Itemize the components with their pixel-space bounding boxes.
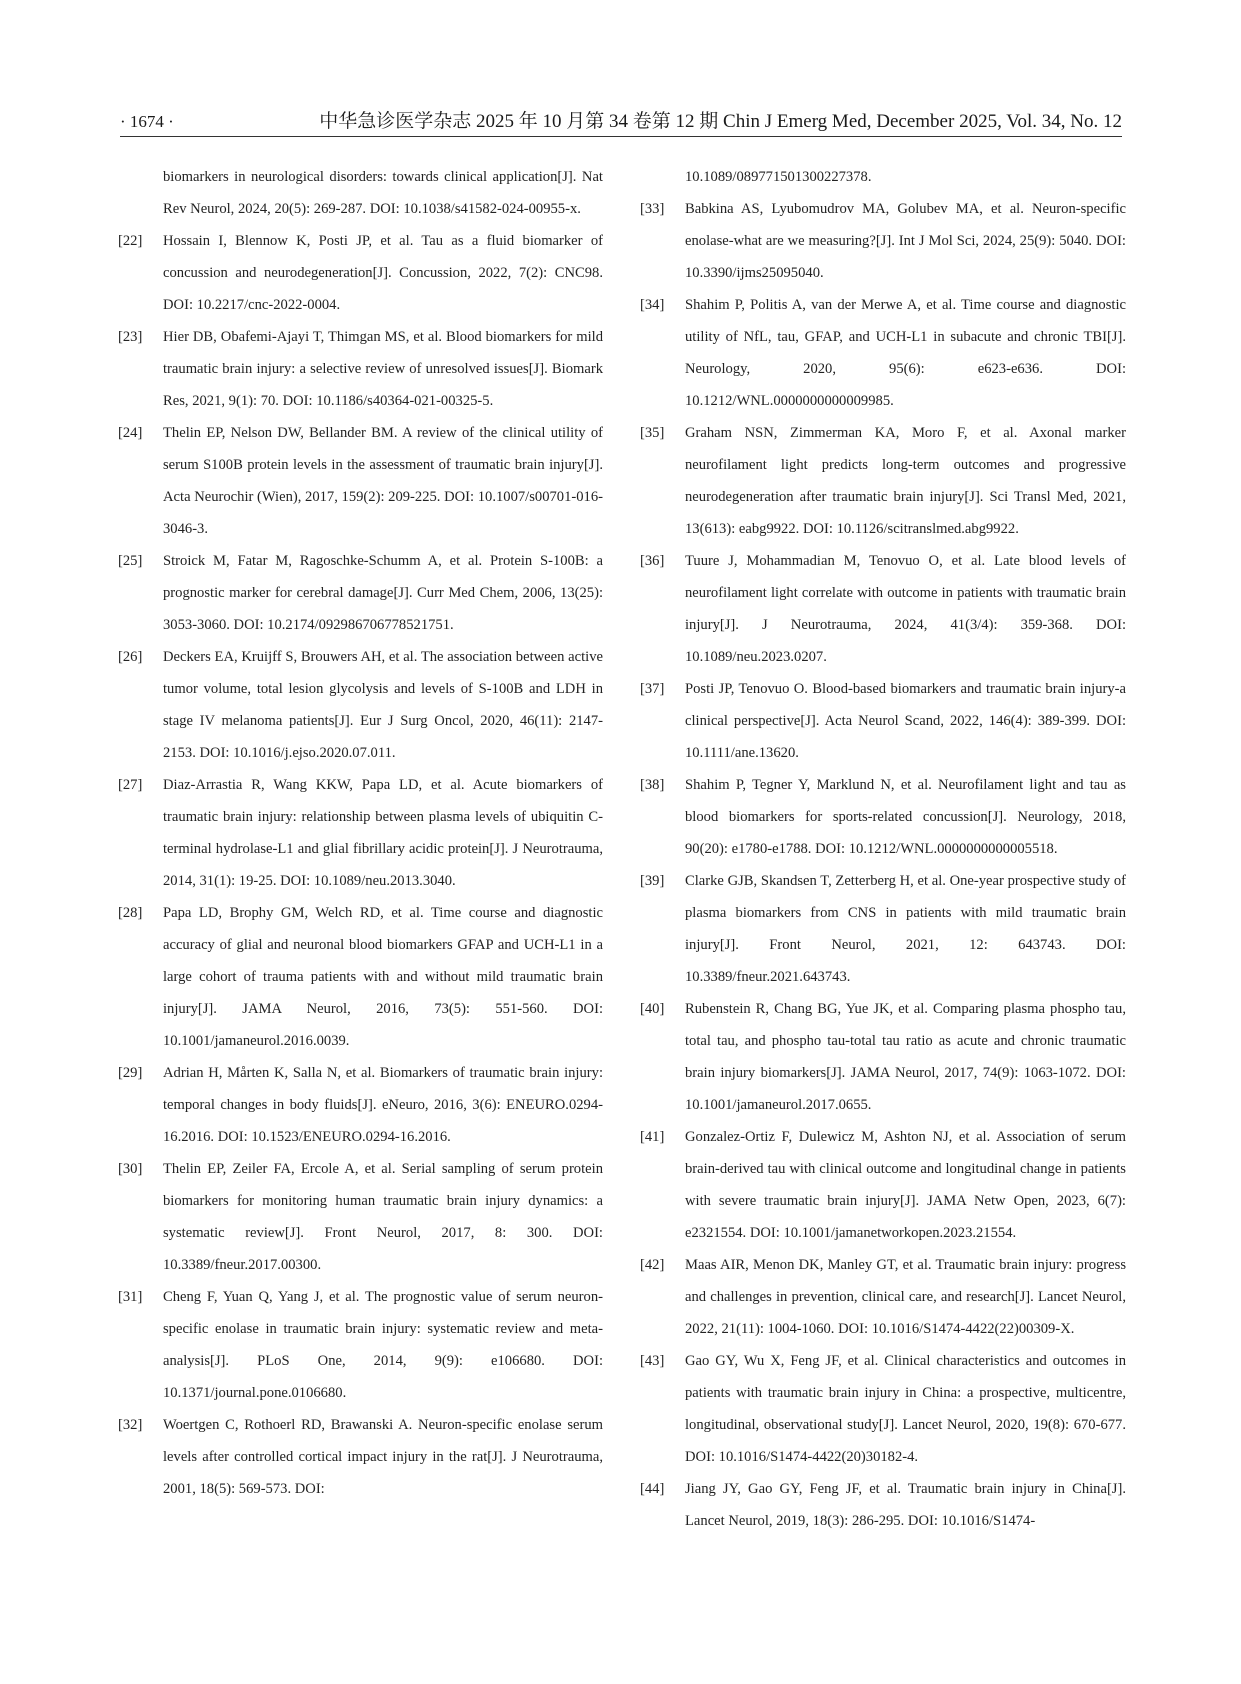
reference-item [118,1153,603,1281]
reference-item [640,417,1126,545]
reference-number: [28] [118,905,143,921]
reference-item [640,1473,1126,1537]
journal-citation: 中华急诊医学杂志 2025 年 10 月第 34 卷第 12 期 Chin J Emerg Med, December 2025, Vol. 34, No. 12 [319,111,1122,132]
reference-number: [29] [118,1065,143,1081]
page-number: · 1674 · [120,112,174,131]
reference-text: Cheng F, Yuan Q, Yang J, et al. The prognostic value of serum neuron-specific enolase in traumatic brain injury: systematic review and meta-analysis[J]. PLoS One, 2014, 9(9): e106680. DOI: 10.1371/journal.pone.0106680. [163,1289,603,1401]
reference-text: Diaz-Arrastia R, Wang KKW, Papa LD, et al. Acute biomarkers of traumatic brain injury: relationship between plasma levels of ubiquitin C-terminal hydrolase-L1 and glial fibrillary acidic protein[J]. J Neurotrauma, 2014, 31(1): 19-25. DOI: 10.1089/neu.2013.3040. [163,777,603,889]
reference-text: Shahim P, Tegner Y, Marklund N, et al. Neurofilament light and tau as blood biomarkers for sports-related concussion[J]. Neurology, 2018, 90(20): e1780-e1788. DOI: 10.1212/WNL.0000000000005518. [685,777,1126,857]
reference-number: [33] [640,201,665,217]
reference-item [640,193,1126,289]
reference-number: [30] [118,1161,143,1177]
reference-item [640,769,1126,865]
reference-item [640,865,1126,993]
reference-text: Posti JP, Tenovuo O. Blood-based biomarkers and traumatic brain injury-a clinical perspective[J]. Acta Neurol Scand, 2022, 146(4): 389-399. DOI: 10.1111/ane.13620. [685,681,1126,761]
reference-text: Gao GY, Wu X, Feng JF, et al. Clinical characteristics and outcomes in patients with traumatic brain injury in China: a prospective, multicentre, longitudinal, observational study[J]. Lancet Neurol, 2020, 19(8): 670-677. DOI: 10.1016/S1474-4422(20)30182-4. [685,1353,1126,1465]
reference-item [118,769,603,897]
reference-number: [34] [640,297,665,313]
reference-text: Graham NSN, Zimmerman KA, Moro F, et al. Axonal marker neurofilament light predicts long-term outcomes and progressive neurodegeneration after traumatic brain injury[J]. Sci Transl Med, 2021, 13(613): eabg9922. DOI: 10.1126/scitranslmed.abg9922. [685,425,1126,537]
reference-item [640,161,1126,193]
reference-text: Maas AIR, Menon DK, Manley GT, et al. Traumatic brain injury: progress and challenges in prevention, clinical care, and research[J]. Lancet Neurol, 2022, 21(11): 1004-1060. DOI: 10.1016/S1474-4422(22)00309-X. [685,1257,1126,1337]
reference-column-right [640,161,1126,1537]
reference-text: Rubenstein R, Chang BG, Yue JK, et al. Comparing plasma phospho tau, total tau, and phospho tau-total tau ratio as acute and chronic traumatic brain injury biomarkers[J]. JAMA Neurol, 2017, 74(9): 1063-1072. DOI: 10.1001/jamaneurol.2017.0655. [685,1001,1126,1113]
reference-item [118,225,603,321]
reference-text: Babkina AS, Lyubomudrov MA, Golubev MA, et al. Neuron-specific enolase-what are we measuring?[J]. Int J Mol Sci, 2024, 25(9): 5040. DOI: 10.3390/ijms25095040. [685,201,1126,281]
reference-text: Stroick M, Fatar M, Ragoschke-Schumm A, et al. Protein S-100B: a prognostic marker for cerebral damage[J]. Curr Med Chem, 2006, 13(25): 3053-3060. DOI: 10.2174/092986706778521751. [163,553,603,633]
reference-number: [36] [640,553,665,569]
reference-number: [41] [640,1129,665,1145]
reference-item [118,1057,603,1153]
reference-text: Jiang JY, Gao GY, Feng JF, et al. Traumatic brain injury in China[J]. Lancet Neurol, 2019, 18(3): 286-295. DOI: 10.1016/S1474- [685,1481,1126,1529]
reference-item [118,321,603,417]
reference-text: Thelin EP, Zeiler FA, Ercole A, et al. Serial sampling of serum protein biomarkers for monitoring human traumatic brain injury dynamics: a systematic review[J]. Front Neurol, 2017, 8: 300. DOI: 10.3389/fneur.2017.00300. [163,1161,603,1273]
reference-number: [44] [640,1481,665,1497]
reference-number: [26] [118,649,143,665]
running-header [120,110,1122,137]
reference-number: [42] [640,1257,665,1273]
reference-number: [23] [118,329,143,345]
reference-text: Shahim P, Politis A, van der Merwe A, et al. Time course and diagnostic utility of NfL, tau, GFAP, and UCH-L1 in subacute and chronic TBI[J]. Neurology, 2020, 95(6): e623-e636. DOI: 10.1212/WNL.0000000000009985. [685,297,1126,409]
reference-number: [38] [640,777,665,793]
reference-number: [35] [640,425,665,441]
reference-text: biomarkers in neurological disorders: towards clinical application[J]. Nat Rev Neurol, 2024, 20(5): 269-287. DOI: 10.1038/s41582-024-00955-x. [163,169,603,217]
reference-text: Tuure J, Mohammadian M, Tenovuo O, et al. Late blood levels of neurofilament light correlate with outcome in patients with traumatic brain injury[J]. J Neurotrauma, 2024, 41(3/4): 359-368. DOI: 10.1089/neu.2023.0207. [685,553,1126,665]
reference-text: Hossain I, Blennow K, Posti JP, et al. Tau as a fluid biomarker of concussion and neurodegeneration[J]. Concussion, 2022, 7(2): CNC98. DOI: 10.2217/cnc-2022-0004. [163,233,603,313]
reference-number: [40] [640,1001,665,1017]
reference-item [118,545,603,641]
reference-text: Thelin EP, Nelson DW, Bellander BM. A review of the clinical utility of serum S100B protein levels in the assessment of traumatic brain injury[J]. Acta Neurochir (Wien), 2017, 159(2): 209-225. DOI: 10.1007/s00701-016-3046-3. [163,425,603,537]
reference-text: Hier DB, Obafemi-Ajayi T, Thimgan MS, et al. Blood biomarkers for mild traumatic brain injury: a selective review of unresolved issues[J]. Biomark Res, 2021, 9(1): 70. DOI: 10.1186/s40364-021-00325-5. [163,329,603,409]
reference-number: [25] [118,553,143,569]
reference-text: Clarke GJB, Skandsen T, Zetterberg H, et al. One-year prospective study of plasma biomarkers from CNS in patients with mild traumatic brain injury[J]. Front Neurol, 2021, 12: 643743. DOI: 10.3389/fneur.2021.643743. [685,873,1126,985]
reference-item [640,1249,1126,1345]
reference-number: [31] [118,1289,143,1305]
reference-item [640,1345,1126,1473]
reference-item [640,673,1126,769]
reference-text: Deckers EA, Kruijff S, Brouwers AH, et al. The association between active tumor volume, total lesion glycolysis and levels of S-100B and LDH in stage IV melanoma patients[J]. Eur J Surg Oncol, 2020, 46(11): 2147-2153. DOI: 10.1016/j.ejso.2020.07.011. [163,649,603,761]
reference-item [640,289,1126,417]
reference-text: Gonzalez-Ortiz F, Dulewicz M, Ashton NJ, et al. Association of serum brain-derived tau with clinical outcome and longitudinal change in patients with severe traumatic brain injury[J]. JAMA Netw Open, 2023, 6(7): e2321554. DOI: 10.1001/jamanetworkopen.2023.21554. [685,1129,1126,1241]
reference-number: [22] [118,233,143,249]
reference-item [118,641,603,769]
reference-number: [39] [640,873,665,889]
reference-number: [27] [118,777,143,793]
reference-number: [32] [118,1417,143,1433]
reference-number: [24] [118,425,143,441]
reference-number: [37] [640,681,665,697]
reference-item [118,417,603,545]
reference-number: [43] [640,1353,665,1369]
reference-item [118,897,603,1057]
reference-item [118,1281,603,1409]
reference-text: Woertgen C, Rothoerl RD, Brawanski A. Neuron-specific enolase serum levels after controlled cortical impact injury in the rat[J]. J Neurotrauma, 2001, 18(5): 569-573. DOI: [163,1417,603,1497]
reference-text: Adrian H, Mårten K, Salla N, et al. Biomarkers of traumatic brain injury: temporal changes in body fluids[J]. eNeuro, 2016, 3(6): ENEURO.0294-16.2016. DOI: 10.1523/ENEURO.0294-16.2016. [163,1065,603,1145]
reference-item [118,1409,603,1505]
reference-item [640,1121,1126,1249]
reference-item [640,993,1126,1121]
reference-text: 10.1089/089771501300227378. [685,169,872,185]
reference-item [118,161,603,225]
reference-column-left [118,161,603,1505]
reference-text: Papa LD, Brophy GM, Welch RD, et al. Time course and diagnostic accuracy of glial and neuronal blood biomarkers GFAP and UCH-L1 in a large cohort of trauma patients with and without mild traumatic brain injury[J]. JAMA Neurol, 2016, 73(5): 551-560. DOI: 10.1001/jamaneurol.2016.0039. [163,905,603,1049]
reference-item [640,545,1126,673]
